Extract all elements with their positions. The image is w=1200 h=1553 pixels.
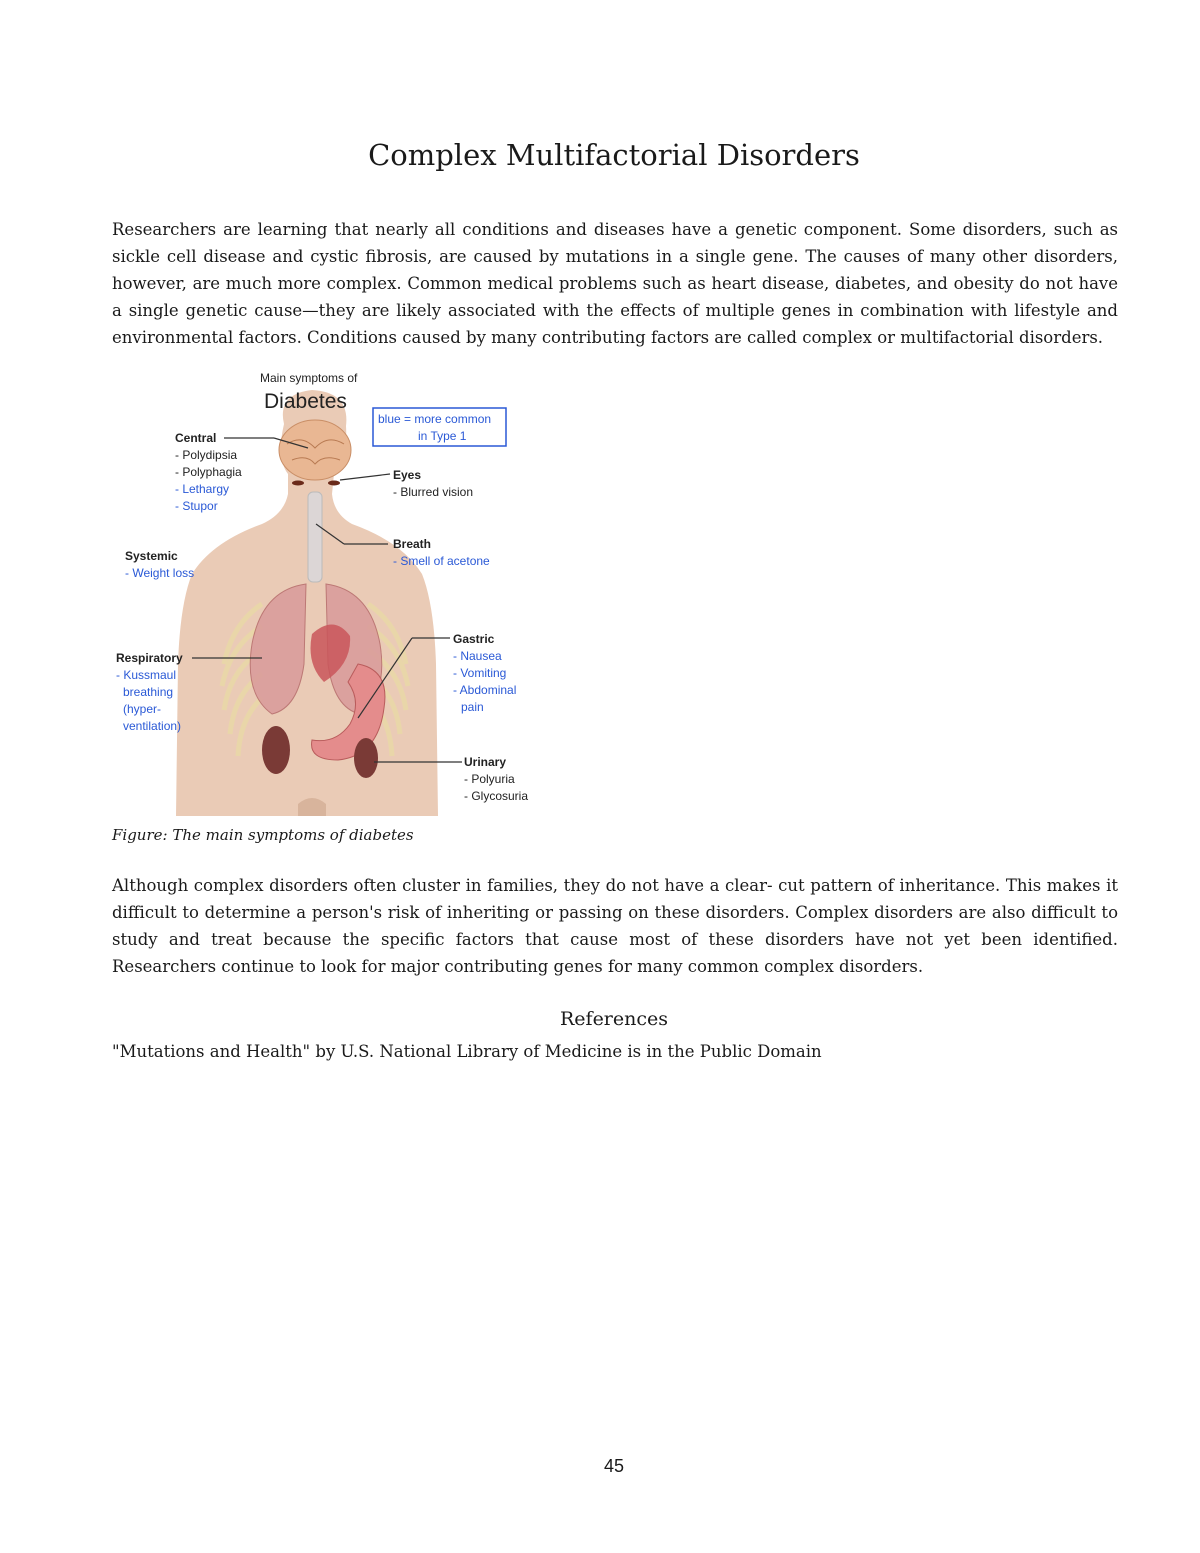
respiratory-heading: Respiratory: [116, 651, 183, 665]
legend-line2: in Type 1: [418, 429, 467, 443]
eye-left-icon: [292, 481, 304, 486]
trachea-icon: [308, 492, 322, 582]
intro-paragraph: Researchers are learning that nearly all conditions and diseases have a genetic component. Some disorders, such as sickle cell disease and cystic fibrosis, are caused by mutations in a single gene. The causes of many other disorders, however, are much more complex. Common medical problems such as heart disease, diabetes, and obesity do not have a single genetic cause—they are likely associated with the effects of multiple genes in combination with lifestyle and environmental factors. Conditions caused by many contributing factors are called complex or multifactorial disorders.: [112, 220, 1118, 347]
group-urinary: [464, 755, 528, 803]
group-systemic: [125, 549, 194, 580]
respiratory-item: ventilation): [123, 719, 182, 733]
body-paragraph: Although complex disorders often cluster in families, they do not have a clear- cut pattern of inheritance. This makes it difficult to determine a person's risk of inheriting or passing on these disorders. Complex disorders are also difficult to study and treat because the specific factors that cause most of these disorders have not yet been identified. Researchers continue to look for major contributing genes for many common complex disorders.: [112, 876, 1118, 976]
gastric-item: - Vomiting: [453, 666, 507, 680]
respiratory-item: (hyper-: [123, 702, 162, 716]
breath-heading: Breath: [393, 537, 432, 551]
group-respiratory: [116, 651, 183, 733]
page-number: 45: [603, 1456, 625, 1476]
central-heading: Central: [175, 431, 217, 445]
figure-caption: Figure: The main symptoms of diabetes: [112, 826, 414, 844]
gastric-item: - Abdominal: [453, 683, 517, 697]
systemic-heading: Systemic: [125, 549, 178, 563]
group-central: [175, 431, 242, 513]
gastric-item: - Nausea: [453, 649, 502, 663]
central-item: - Lethargy: [175, 482, 230, 496]
reference-item: "Mutations and Health" by U.S. National Library of Medicine is in the Public Domain: [112, 1042, 822, 1061]
kidney-left-icon: [262, 726, 290, 774]
gastric-heading: Gastric: [453, 632, 495, 646]
group-gastric: [453, 632, 516, 714]
figure-supertitle: Main symptoms of: [260, 371, 358, 385]
brain-icon: [279, 420, 351, 480]
eye-right-icon: [328, 481, 340, 486]
eyes-heading: Eyes: [393, 468, 422, 482]
respiratory-item: - Kussmaul: [116, 668, 177, 682]
group-breath: [393, 537, 490, 568]
group-eyes: [393, 468, 473, 499]
urinary-item: - Polyuria: [464, 772, 515, 786]
legend-line1: blue = more common: [378, 412, 492, 426]
kidney-right-icon: [354, 738, 378, 778]
systemic-item: - Weight loss: [125, 566, 195, 580]
references-heading: References: [559, 1008, 669, 1030]
urinary-heading: Urinary: [464, 755, 507, 769]
urinary-item: - Glycosuria: [464, 789, 529, 803]
central-item: - Stupor: [175, 499, 218, 513]
diabetes-symptoms-figure: [112, 364, 542, 816]
central-item: - Polydipsia: [175, 448, 238, 462]
breath-item: - Smell of acetone: [393, 554, 490, 568]
central-item: - Polyphagia: [175, 465, 242, 479]
respiratory-item: breathing: [123, 685, 174, 699]
eyes-item: - Blurred vision: [393, 485, 474, 499]
page-title: Complex Multifactorial Disorders: [368, 138, 860, 172]
gastric-item: pain: [461, 700, 484, 714]
figure-title: Diabetes: [264, 390, 347, 413]
